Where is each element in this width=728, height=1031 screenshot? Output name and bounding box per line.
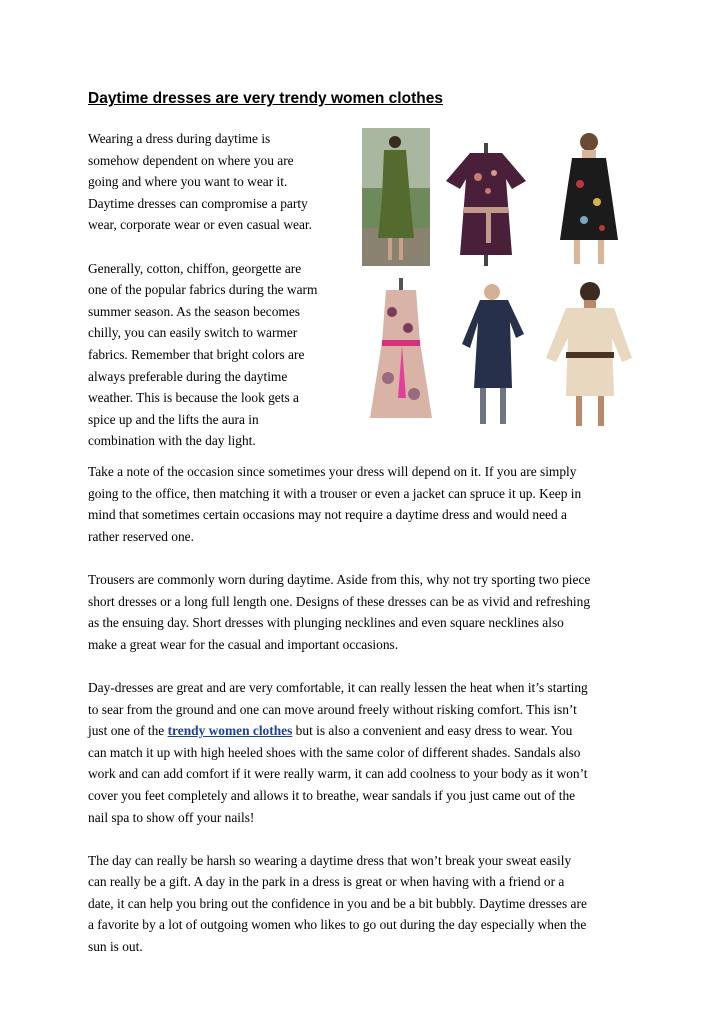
text-line: sun is out. (88, 939, 143, 955)
text-line: short dresses or a long full length one. Designs of these dresses can be as vivid and refreshing (88, 593, 591, 609)
text-line: weather. This is because the look gets a (88, 390, 299, 406)
intro-text (88, 128, 360, 474)
intro-paragraph-2 (88, 258, 360, 452)
page-title: Daytime dresses are very trendy women clothes (88, 90, 443, 107)
text-segment: just one of the (88, 723, 168, 739)
paragraph-4 (88, 850, 648, 958)
text-line: can really be a gift. A day in the park in a dress is great or when having with a friend or a (88, 874, 565, 890)
text-line: Day-dresses are great and are very comfortable, it can really lessen the heat when it’s starting (88, 679, 588, 695)
text-line: to sear from the ground and one can move around freely without risking comfort. This isn’t (88, 701, 577, 717)
text-line: fabrics. Remember that bright colors are (88, 346, 305, 362)
text-line: going and where you want to wear it. (88, 174, 288, 190)
text-line: spice up and the lifts the aura in (88, 411, 259, 427)
text-line: always preferable during the daytime (88, 368, 288, 384)
trendy-women-clothes-link[interactable]: trendy women clothes (167, 723, 293, 739)
text-line: combination with the day light. (88, 433, 256, 449)
text-line: Daytime dresses can compromise a party (88, 195, 308, 211)
text-line: summer season. As the season becomes (88, 303, 300, 319)
text-line: cover you feet completely and allows it to breathe, wear sandals if you just came out of the (88, 787, 576, 803)
body-text (88, 461, 648, 979)
text-line: work and can add comfort if it were really warm, it can add coolness to your body as it won’t (88, 766, 588, 782)
text-segment: but is also a convenient and easy dress to wear. You (292, 723, 573, 739)
text-line: wear, corporate wear or even casual wear. (88, 217, 312, 233)
text-line: one of the popular fabrics during the warm (88, 282, 318, 298)
text-line: make a great wear for the casual and important occasions. (88, 636, 399, 652)
paragraph-1 (88, 461, 648, 547)
cream-dress-photo (542, 278, 637, 428)
text-line: nail spa to show off your nails! (88, 809, 255, 825)
navy-dress-photo (452, 278, 537, 428)
dress-photo-collage (362, 128, 637, 428)
paragraph-2 (88, 569, 648, 655)
intro-paragraph-1 (88, 128, 360, 236)
black-print-dress-photo (542, 128, 637, 266)
text-line: rather reserved one. (88, 528, 194, 544)
text-line: chilly, you can easily switch to warmer (88, 325, 298, 341)
text-line: can match it up with high heeled shoes with the same color of different shades. Sandals also (88, 744, 581, 760)
green-dress-photo (362, 128, 430, 266)
text-line: date, it can help you bring out the confidence in you and be a bit bubbly. Daytime dresses are (88, 895, 587, 911)
text-line: as the ensuing day. Short dresses with plunging necklines and even square necklines also (88, 615, 564, 631)
text-line: The day can really be harsh so wearing a daytime dress that won’t break your sweat easily (88, 852, 572, 868)
paragraph-3 (88, 677, 648, 828)
text-line: a favorite by a lot of outgoing women who likes to go out during the day especially when the (88, 917, 587, 933)
purple-floral-dress-photo (442, 143, 530, 266)
text-line: Wearing a dress during daytime is (88, 131, 271, 146)
text-line: Take a note of the occasion since sometimes your dress will depend on it. If you are simply (88, 464, 577, 479)
text-line (88, 720, 648, 742)
text-line: somehow dependent on where you are (88, 152, 294, 168)
text-line: Trousers are commonly worn during daytime. Aside from this, why not try sporting two piece (88, 571, 591, 587)
text-line: mind that sometimes certain occasions may not require a daytime dress and would need a (88, 507, 567, 523)
text-line: going to the office, then matching it with a trouser or even a jacket can spruce it up. Keep in (88, 485, 582, 501)
pink-sash-dress-photo (362, 278, 440, 428)
text-line: Generally, cotton, chiffon, georgette are (88, 260, 302, 276)
